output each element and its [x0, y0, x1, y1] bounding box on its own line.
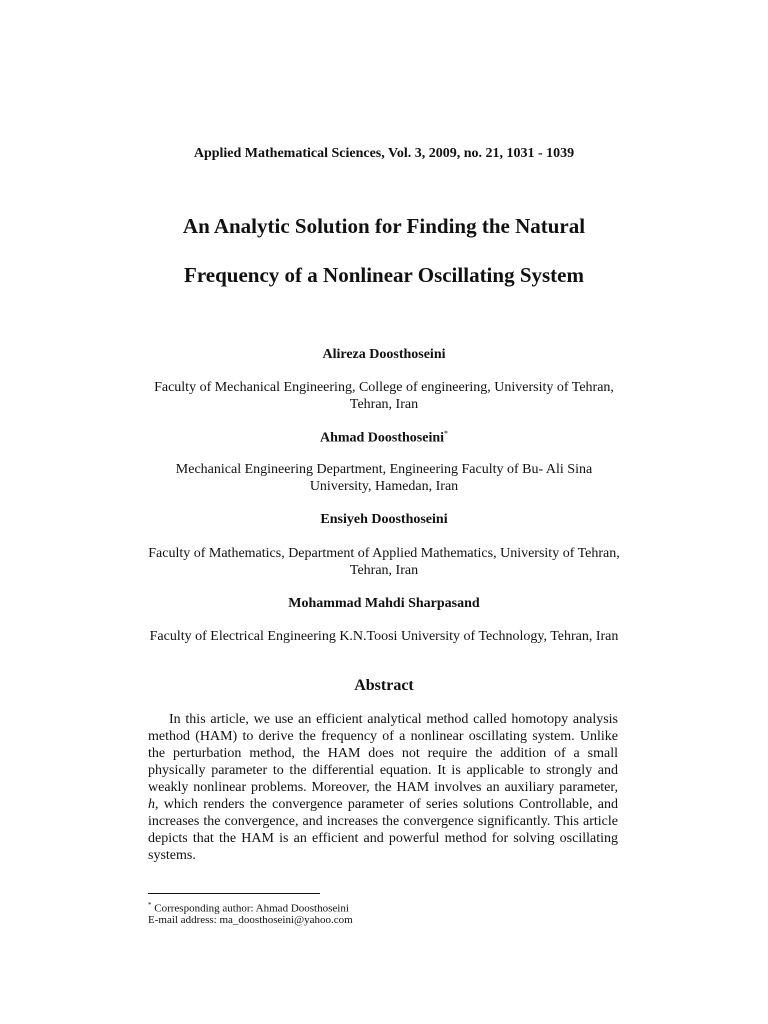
author-name-1: Alireza Doosthoseini — [322, 347, 446, 362]
footnote-corresponding: * Corresponding author: Ahmad Doosthoseini — [148, 901, 349, 915]
author-affiliation-3: Faculty of Mathematics, Department of Applied Mathematics, University of Tehran, Tehran, Iran — [148, 546, 620, 578]
author-affiliation-4: Faculty of Electrical Engineering K.N.Toosi University of Technology, Tehran, Iran — [149, 629, 619, 644]
paper-title-line-2: Frequency of a Nonlinear Oscillating System — [184, 263, 584, 287]
author-affiliation-2: Mechanical Engineering Department, Engineering Faculty of Bu- Ali Sina University, Hamedan, Iran — [175, 462, 593, 494]
author-name-2: Ahmad Doosthoseini* — [319, 429, 449, 446]
author-name-4: Mohammad Mahdi Sharpasand — [288, 596, 480, 611]
corresponding-marker: * — [444, 429, 449, 438]
journal-citation: Applied Mathematical Sciences, Vol. 3, 2009, no. 21, 1031 - 1039 — [193, 146, 575, 161]
abstract-heading: Abstract — [354, 677, 414, 694]
paper-title-line-1: An Analytic Solution for Finding the Natural — [182, 214, 586, 238]
auxiliary-parameter: h — [148, 797, 155, 812]
footnote-email: E-mail address: ma_doosthoseini@yahoo.com — [148, 914, 353, 926]
author-affiliation-1: Faculty of Mechanical Engineering, College of engineering, University of Tehran, Tehran, Iran — [154, 380, 614, 412]
author-name-3: Ensiyeh Doosthoseini — [320, 512, 448, 527]
abstract-body: In this article, we use an efficient analytical method called homotopy analysis method (HAM) to derive the frequency of a nonlinear oscillating system. Unlike the perturbation method, the HAM does not require the addition of a small physically parameter to the differential equation. It is applicable to strongly and weakly nonlinear problems. Moreover, the HAM involves an auxiliary parameter, h, which renders the convergence parameter of series solutions Controllable, and increases the convergence, and increases the convergence significantly. This article depicts that the HAM is an efficient and powerful method for solving oscillating systems. — [148, 712, 618, 863]
footnote-divider — [148, 893, 320, 894]
